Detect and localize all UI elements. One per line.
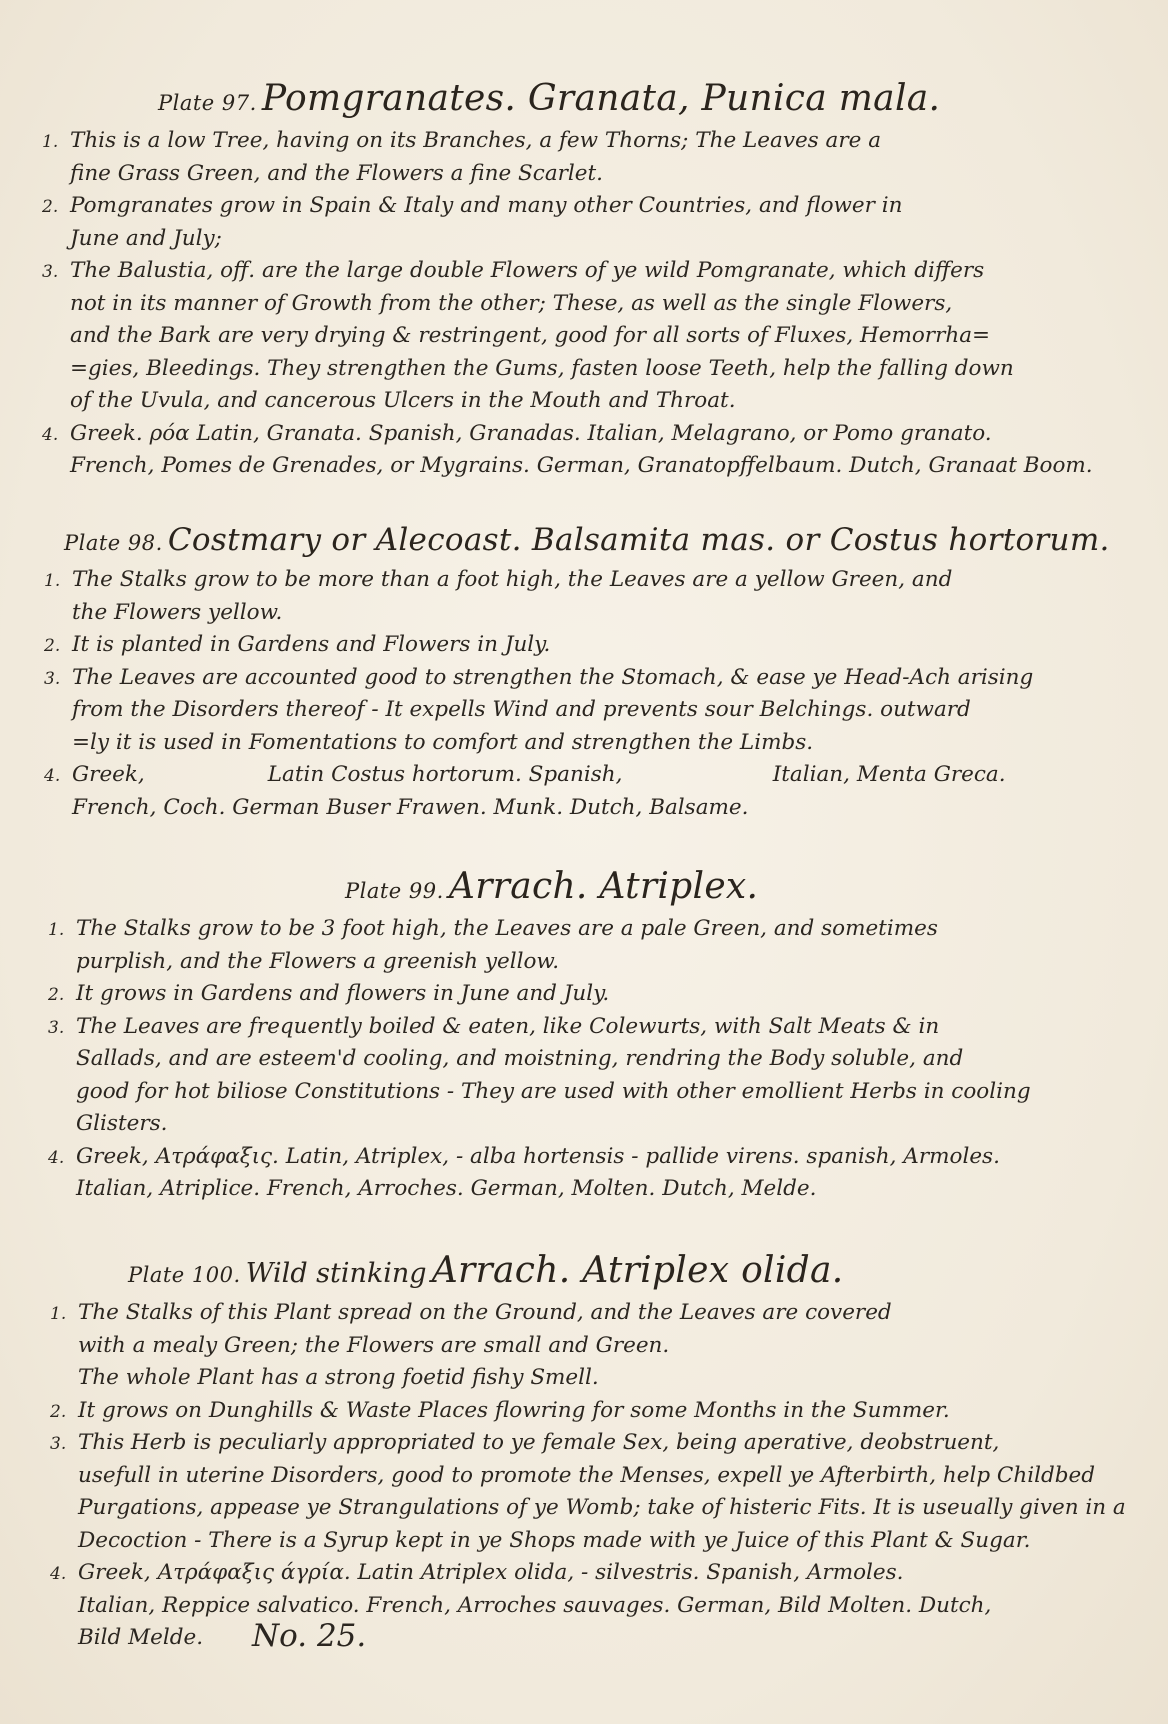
list-item-line: 3. The Leaves are frequently boiled & eaten, like Colewurts, with Salt Meats & in (48, 1013, 940, 1039)
plate-98-heading (64, 522, 1168, 558)
list-item-line: French, Pomes de Grenades, or Mygrains. German, Granatopffelbaum. Dutch, Granaat Boom. (70, 453, 1093, 478)
plate-99-items (48, 913, 1168, 1206)
plate-99-heading (345, 866, 1168, 907)
list-item-line: 2. It is planted in Gardens and Flowers in July. (44, 632, 551, 657)
plate-99-section (0, 866, 1168, 1206)
plate-title: Arrach. Atriplex olida. (431, 1250, 844, 1291)
list-item-line: from the Disorders thereof - It expells Wind and prevents sour Belchings. outward (72, 697, 971, 722)
list-item-line: 3. The Leaves are accounted good to strengthen the Stomach, & ease ye Head-Ach arising (44, 664, 1034, 690)
list-item-line: Italian, Atriplice. French, Arroches. German, Molten. Dutch, Melde. (76, 1176, 817, 1201)
plate-100-heading (128, 1250, 1168, 1291)
plate-97-items (42, 125, 1168, 483)
plate-title: Pomgranates. Granata, Punica mala. (261, 78, 941, 119)
plate-100-items (50, 1297, 1168, 1655)
list-item-line: usefull in uterine Disorders, good to promote the Menses, expell ye Afterbirth, help Childbed (78, 1462, 1095, 1488)
plate-98-section (0, 522, 1168, 824)
list-item-line: with a mealy Green; the Flowers are small and Green. (78, 1332, 670, 1358)
list-item-line: Decoction - There is a Syrup kept in ye Shops made with ye Juice of this Plant & Sugar. (78, 1527, 1031, 1553)
list-item-line: of the Uvula, and cancerous Ulcers in the Mouth and Throat. (70, 388, 736, 413)
list-item-line: June and July; (70, 225, 222, 251)
list-item-line: 4. Greek, Ατράφαξις άγρία. Latin Atriplex olida, - silvestris. Spanish, Armoles. (50, 1560, 904, 1585)
plate-label: Plate 100. (128, 1263, 241, 1287)
list-item-line: 1. The Stalks grow to be more than a foot high, the Leaves are a yellow Green, and (44, 567, 953, 592)
plate-label: Plate 98. (64, 531, 163, 555)
plate-label: Plate 99. (345, 879, 444, 903)
list-item-line: 1. The Stalks grow to be 3 foot high, the Leaves are a pale Green, and sometimes (48, 916, 938, 941)
plate-title: Arrach. Atriplex. (448, 866, 759, 907)
list-item-line: good for hot biliose Constitutions - They are used with other emollient Herbs in cooling (76, 1078, 1031, 1104)
plate-98-items (44, 564, 1168, 824)
list-item-line: The whole Plant has a strong foetid fishy Smell. (78, 1365, 599, 1390)
list-item-line: =gies, Bleedings. They strengthen the Gums, fasten loose Teeth, help the falling down (70, 355, 1014, 381)
list-item-line: Bild Melde. (78, 1625, 204, 1650)
list-item-line: 2. Pomgranates grow in Spain & Italy and many other Countries, and flower in (42, 193, 903, 218)
list-item-line: Sallads, and are esteem'd cooling, and moistning, rendring the Body soluble, and (76, 1046, 964, 1071)
plate-title-prefix: Wild stinking (245, 1258, 427, 1289)
page-number: No. 25. (252, 1618, 367, 1654)
list-item-line: 4. Greek. ρόα Latin, Granata. Spanish, Granadas. Italian, Melagrano, or Pomo granato. (42, 420, 992, 446)
list-item-line: French, Coch. German Buser Frawen. Munk. Dutch, Balsame. (72, 794, 749, 820)
list-item-line: 1. The Stalks of this Plant spread on the Ground, and the Leaves are covered (50, 1300, 892, 1325)
list-item-line: Glisters. (76, 1111, 168, 1136)
list-item-line: 2. It grows in Gardens and flowers in June and July. (48, 981, 610, 1006)
list-item-line: 3. The Balustia, off. are the large double Flowers of ye wild Pomgranate, which differs (42, 258, 985, 283)
list-item-line: not in its manner of Growth from the other; These, as well as the single Flowers, (70, 290, 953, 316)
plate-100-section (0, 1250, 1168, 1655)
list-item-line: 1. This is a low Tree, having on its Branches, a few Thorns; The Leaves are a (42, 128, 882, 153)
list-item-line: =ly it is used in Fomentations to comfort and strengthen the Limbs. (72, 729, 814, 755)
plate-97-heading (158, 78, 1168, 119)
list-item-line: 4. Greek, Ατράφαξις. Latin, Atriplex, - alba hortensis - pallide virens. spanish, Armoles. (48, 1143, 1000, 1169)
list-item-line: Italian, Reppice salvatico. French, Arroches sauvages. German, Bild Molten. Dutch, (78, 1592, 992, 1618)
list-item-line: purplish, and the Flowers a greenish yellow. (76, 948, 560, 974)
list-item-line: 4. Greek, Latin Costus hortorum. Spanish, Italian, Menta Greca. (44, 762, 1006, 787)
list-item-line: and the Bark are very drying & restringent, good for all sorts of Fluxes, Hemorrha= (70, 323, 991, 348)
list-item-line: the Flowers yellow. (72, 599, 283, 625)
plate-title: Costmary or Alecoast. Balsamita mas. or Costus hortorum. (167, 522, 1110, 558)
list-item-line: Purgations, appease ye Strangulations of ye Womb; take of histeric Fits. It is useually given in a (78, 1495, 1126, 1520)
list-item-line: 3. This Herb is peculiarly appropriated to ye female Sex, being aperative, deobstruent, (50, 1430, 1000, 1455)
plate-label: Plate 97. (158, 91, 257, 115)
list-item-line: 2. It grows on Dunghills & Waste Places flowring for some Months in the Summer. (50, 1397, 950, 1423)
list-item-line: fine Grass Green, and the Flowers a fine Scarlet. (70, 160, 603, 186)
plate-97-section (0, 78, 1168, 483)
